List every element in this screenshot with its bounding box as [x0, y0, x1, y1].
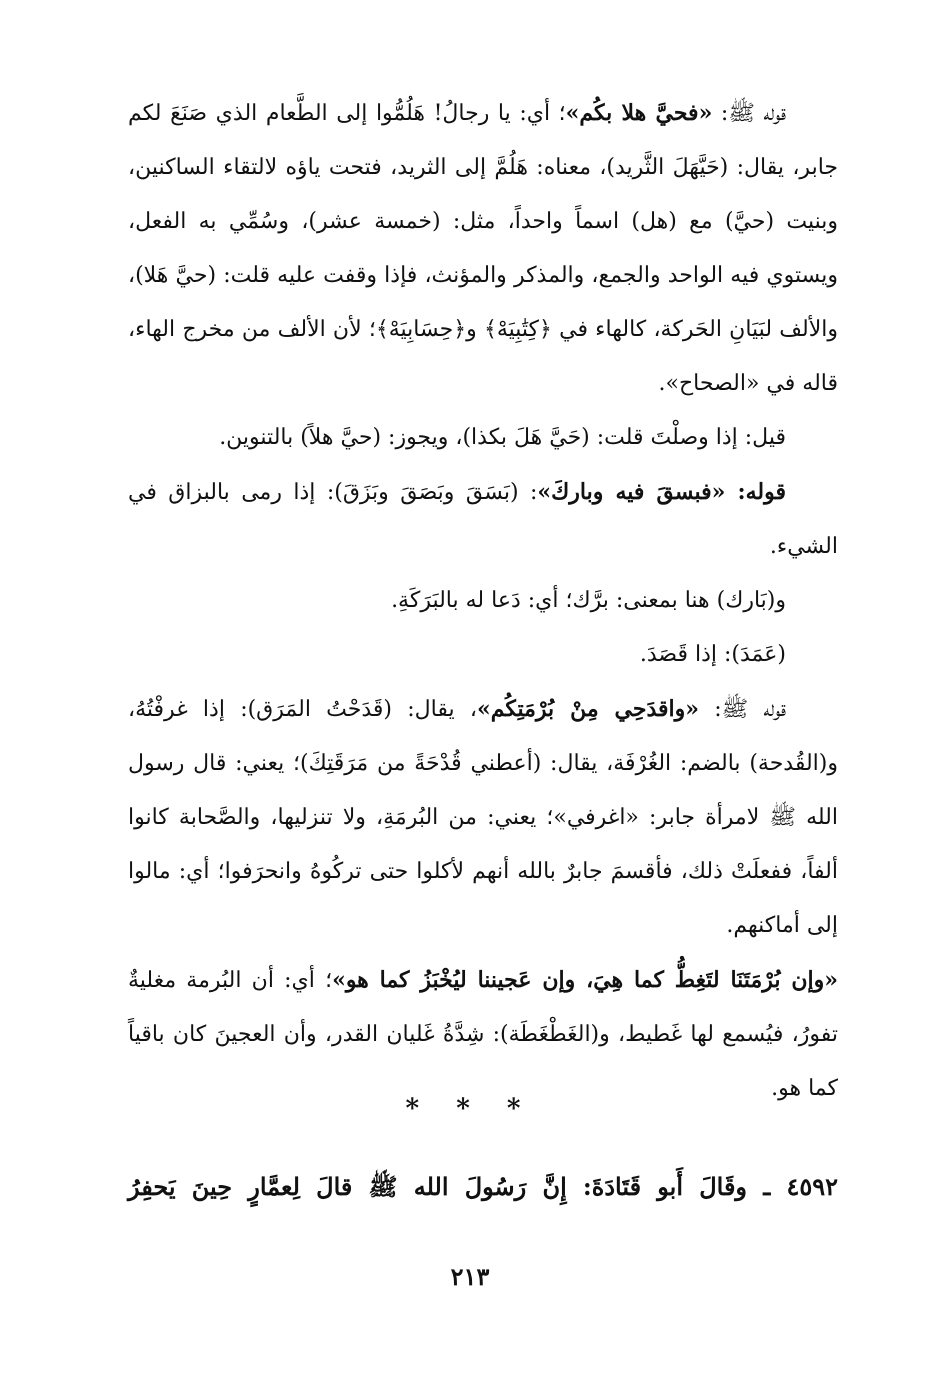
text-segment: و(بَارك) هنا بمعنى: برَّك؛ أي: دَعا له بالبَرَكَةِ.: [391, 588, 786, 613]
hadith-heading: ٤٥٩٢ ـ وقَالَ أَبو قَتَادَةَ: إِنَّ رَسُولَ الله ﷺ قالَ لِعمَّارٍ حِينَ يَحفِرُ: [128, 1172, 838, 1201]
paragraph-7: [128, 953, 838, 1116]
page-number: ٢١٣: [450, 1262, 490, 1291]
section-divider-ornament: * * *: [405, 1094, 535, 1124]
text-segment: قوله ﷺ:: [699, 697, 786, 722]
paragraph-1: [128, 86, 838, 411]
paragraph-5: [128, 628, 838, 682]
quote-segment: «وإن بُرْمَتَنَا لتَغِطُّ كما هِيَ، وإن عَجيننا ليُخْبَزُ كما هو»: [332, 967, 838, 993]
paragraph-2: [128, 411, 838, 465]
paragraph-6: [128, 682, 838, 953]
paragraph-4: [128, 574, 838, 628]
quote-segment: «فبسقَ فيه وباركَ»: [537, 479, 726, 505]
commentary-text: [128, 86, 838, 1116]
text-segment: (عَمَدَ): إذا قَصَدَ.: [639, 642, 786, 667]
text-segment: قوله ﷺ:: [712, 101, 786, 126]
text-segment: قيل: إذا وصلْتَ قلت: (حَيَّ هَلَ بكذا)، ويجوز: (حيَّ هلاً) بالتنوين.: [219, 425, 786, 450]
text-segment: : (بَسَقَ وبَصَقَ وبَزَقَ): إذا رمى بالبزاق في الشيء.: [128, 480, 838, 559]
text-segment: ؛ أي: يا رجالُ! هَلُمُّوا إلى الطَّعام الذي صَنَعَ لكم جابر، يقال: (حَيَّهَلَ الثَّريد)، معناه: هَلُمَّ إلى الثريد، فتحت ياؤه لالتقاء الساكنين، وبنيت (حيَّ) مع (هل) اسماً واحداً، مثل: (خمسة عشر)، وسُمِّي به الفعل، ويستوي فيه الواحد والجمع، والمذكر والمؤنث، فإذا وقفت عليه قلت: (حيَّ هَلا)، والألف لبَيَانِ الحَركة، كالهاء في ﴿كِتَٰبِيَهْ﴾ و﴿حِسَابِيَهْ﴾؛ لأن الألف من مخرج الهاء، قاله في «الصحاح».: [128, 101, 838, 396]
quote-segment: «واقدَحِي مِنْ بُرْمَتِكُم»: [476, 696, 700, 722]
text-segment: ؛ أي: أن البُرمة مغليةٌ تفورُ، فيُسمع لها غَطيط، و(الغَطْغَطَة): شِدَّةُ غَليان القدر، وأن العجينَ كان باقياً كما هو.: [128, 968, 838, 1101]
text-segment: ، يقال: (قَدَحْتُ المَرَق): إذا غرفْتُهُ، و(القُدحة) بالضم: الغُرْفَة، يقال: (أعطني قُدْحَةً من مَرَقَتِكَ)؛ يعني: قال رسول الله ﷺ لامرأة جابر: «اغرفي»؛ يعني: من البُرمَةِ، ولا تنزليها، والصَّحابة كانوا ألفاً، ففعلَتْ ذلك، فأقسمَ جابرٌ بالله أنهم لأكلوا حتى تركُوهُ وانحرَفوا؛ أي: مالوا إلى أماكنهم.: [128, 697, 838, 938]
paragraph-3: [128, 465, 838, 574]
quote-segment: «فحيَّ هلا بكُم»: [565, 100, 713, 126]
label-segment: قوله:: [725, 479, 786, 505]
